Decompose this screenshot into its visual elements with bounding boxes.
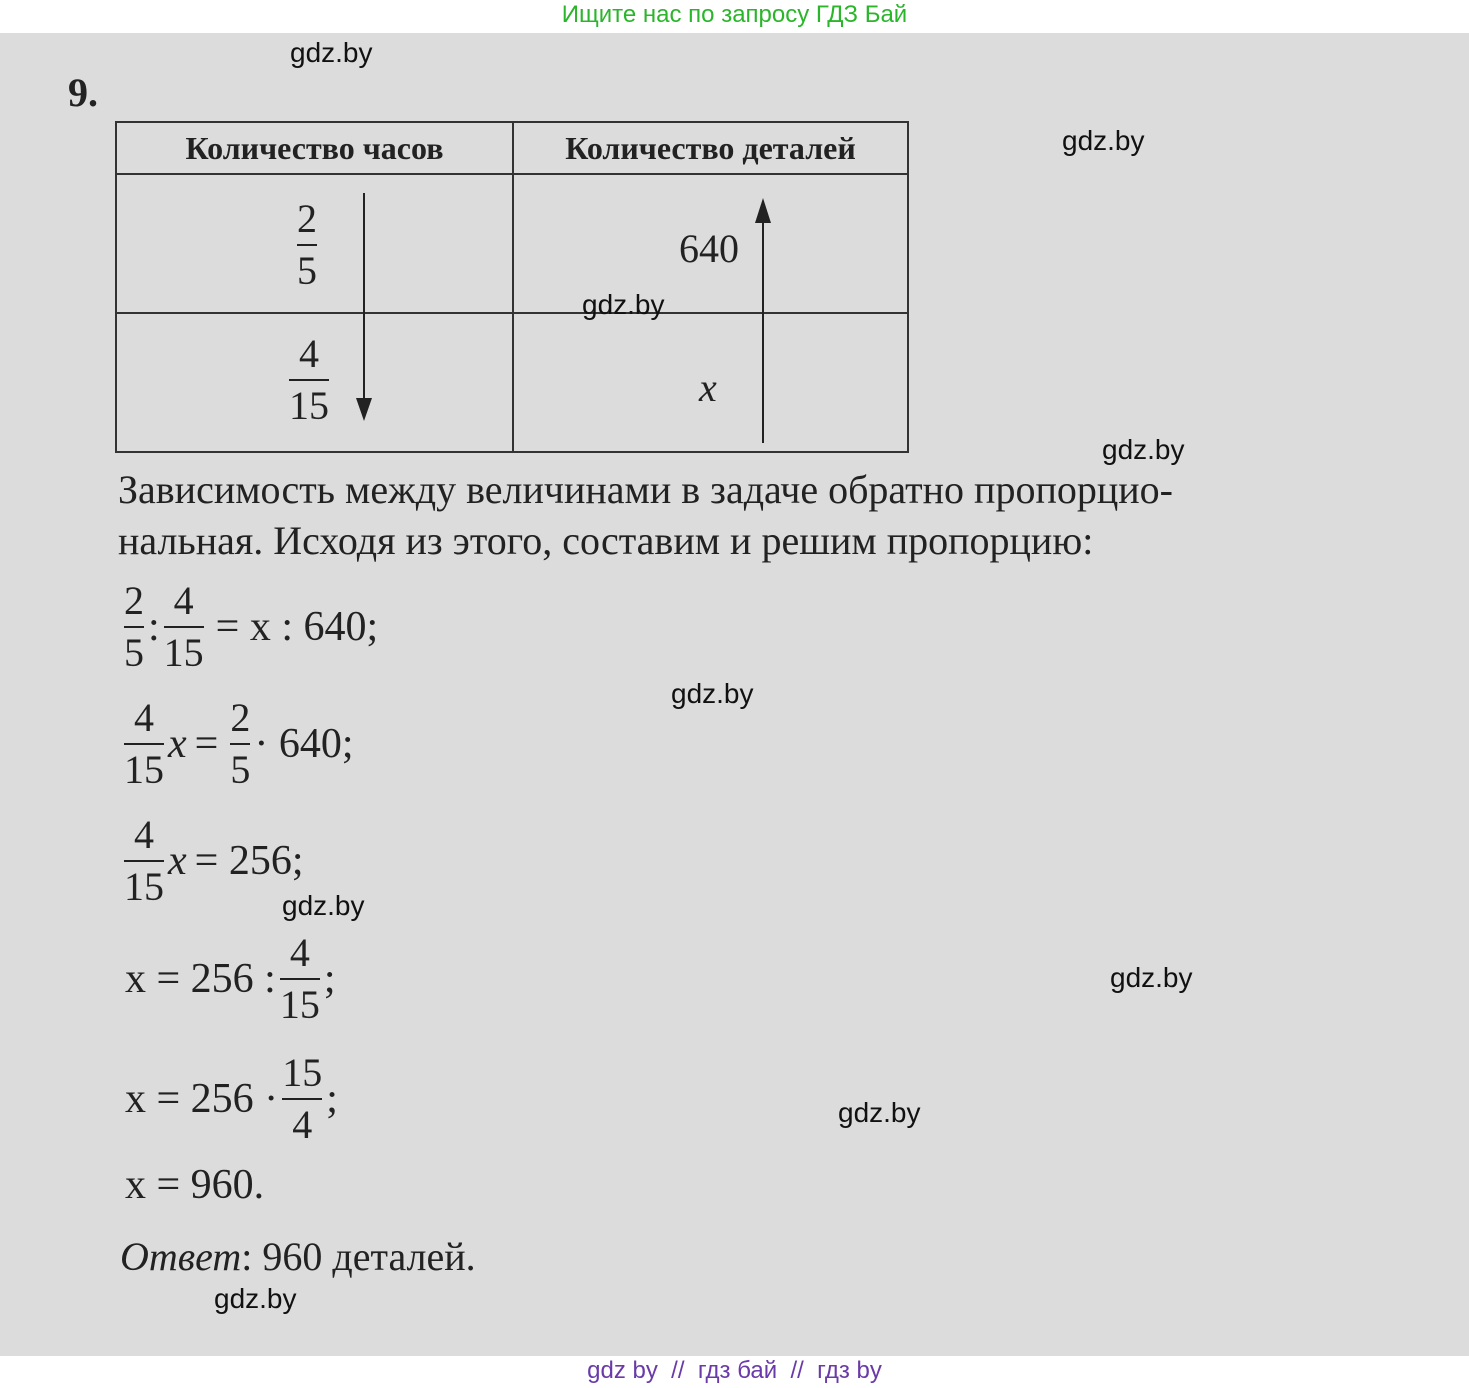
fraction-4-15: $\frac{4}{15}$: [124, 812, 164, 909]
fraction-4-15: $\frac{4}{15}$: [163, 578, 204, 675]
fraction-bar: [297, 244, 317, 246]
cell-parts-1: [513, 174, 908, 313]
answer-line: [120, 1233, 476, 1280]
proportion-table: [115, 121, 909, 453]
fraction-2-5: [297, 197, 317, 293]
watermark: gdz.by: [282, 890, 365, 921]
fraction-15-4: $\frac{15}{4}$: [282, 1050, 323, 1147]
equation-4: x = 256 : $\frac{4}{15}$ ;: [125, 930, 336, 1027]
equation-1: $\frac{2}{5}$ : $\frac{4}{15}$ = x : 640;: [124, 578, 379, 675]
fraction-bar: [289, 379, 329, 381]
watermark: gdz.by: [1102, 434, 1185, 465]
header-parts: Количество деталей: [513, 122, 908, 174]
textbook-page: [0, 33, 1469, 1356]
watermark: gdz.by: [582, 289, 665, 320]
cell-hours-1: [116, 174, 513, 313]
fraction-numerator: 4: [299, 331, 319, 376]
fraction-4-15: [289, 332, 329, 428]
watermark: gdz.by: [1062, 125, 1145, 156]
fraction-2-5: $\frac{2}{5}$: [230, 695, 251, 792]
equation-5: x = 256 · $\frac{15}{4}$ ;: [125, 1050, 338, 1147]
fraction-4-15: $\frac{4}{15}$: [124, 695, 164, 792]
equation-6: x = 960.: [125, 1162, 265, 1208]
watermark: gdz.by: [1110, 962, 1193, 993]
bottom-banner[interactable]: [0, 1356, 1469, 1388]
answer-label: Ответ: [120, 1234, 242, 1279]
watermark: gdz.by: [290, 37, 373, 68]
watermark: gdz.by: [671, 678, 754, 709]
parts-value-640: 640: [679, 226, 739, 271]
equation-2: $\frac{4}{15}$ x = $\frac{2}{5}$ · 640;: [124, 695, 354, 792]
equation-3: $\frac{4}{15}$ x = 256;: [124, 812, 304, 909]
problem-number: 9.: [68, 70, 98, 115]
explanation-line-2: нальная. Исходя из этого, составим и решим пропорцию:: [118, 518, 1094, 563]
answer-text: : 960 деталей.: [241, 1234, 476, 1279]
watermark: gdz.by: [214, 1283, 297, 1314]
fraction-numerator: 2: [297, 196, 317, 241]
fraction-2-5: $\frac{2}{5}$: [124, 578, 144, 675]
watermark: gdz.by: [838, 1097, 921, 1128]
bottom-banner-text[interactable]: gdz by // гдз бай // гдз by: [587, 1357, 882, 1384]
fraction-denominator: 5: [297, 248, 317, 293]
fraction-denominator: 15: [289, 383, 329, 428]
cell-hours-2: [116, 313, 513, 452]
fraction-4-15: $\frac{4}{15}$: [279, 930, 320, 1027]
parts-value-x: x: [699, 365, 717, 410]
explanation-line-1: Зависимость между величинами в задаче обратно пропорцио-: [118, 467, 1173, 512]
cell-parts-2: [513, 313, 908, 452]
top-banner-text[interactable]: Ищите нас по запросу ГДЗ Бай: [561, 1, 908, 28]
header-hours: Количество часов: [116, 122, 513, 174]
top-banner[interactable]: [0, 0, 1469, 32]
